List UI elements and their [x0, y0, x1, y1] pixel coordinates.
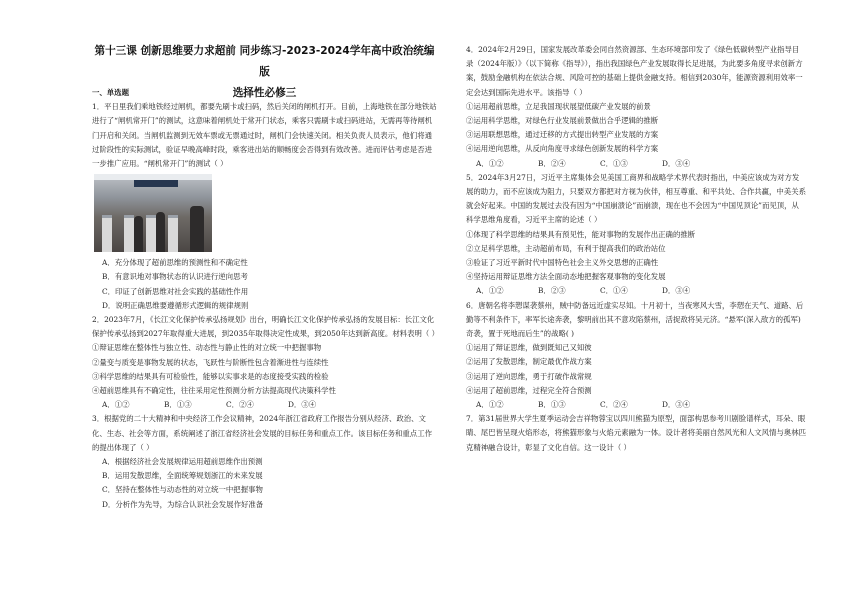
choice-b: B．①③: [538, 400, 566, 410]
question-3-option-d: D．分析作为先导，为综合认识社会发展作好准备: [102, 499, 264, 509]
question-4-statement-2: ②运用科学思维，对绿色行业发展前景做出合乎逻辑的推断: [466, 116, 659, 126]
question-6-statement-3: ③运用了逆向思维，勇于打破作战常规: [466, 371, 592, 381]
question-7-text: 7．第31届世界大学生夏季运动会吉祥物蓉宝以四川熊猫为原型，面部构思参考川剧脸谱样式，耳朵、眼睛、尾巴皆呈现火焰形态，将熊猫形象与火焰元素融为一体。设计者将美丽自然风光和人文风情与奥林匹克精神融合设计，彰显了文化自信。这一设计（ ）: [466, 414, 806, 452]
choice-a: A．①②: [476, 286, 504, 296]
title-line-2: 选择性必修三: [232, 87, 297, 99]
right-column: [466, 43, 806, 455]
question-2-choices: [92, 398, 437, 412]
question-5-text: 5．2024年3月27日，习近平主席集体会见美国工商界和战略学术界代表时指出，中美应该成为对方发展的助力，而不应该成为阻力，只要双方都把对方视为伙伴，相互尊重、和平共处、合作共赢，中美关系就会好起来。中国的发展过去没有因为“中国崩溃论”而崩溃，现在也不会因为“中国见顶论”而见顶，从科学思维角度看，习近平主席的论述（ ）: [466, 172, 806, 225]
question-2-text: 2．2023年7月，《长江文化保护传承弘扬规划》出台，明确长江文化保护传承弘扬的发展目标：长江文化保护传承弘扬到2027年取得重大进展，到2035年取得决定性成果，到2050年达到新高度。材料表明（ ）: [92, 315, 440, 339]
question-5-statement-1: ①体现了科学思维的结果具有预见性，能对事物的发展作出正确的推断: [466, 229, 696, 239]
question-4-choices: [466, 157, 806, 171]
choice-d: D．③④: [288, 400, 317, 410]
question-2-statement-4: ④超前思维具有不确定性，往往采用定性预测分析方法提高现代决策科学性: [92, 386, 336, 396]
question-3-text: 3．根据党的二十大精神和中央经济工作会议精神，2024年浙江省政府工作报告分别从经济、政治、文化、生态、社会等方面，系统阐述了浙江省经济社会发展的目标任务和重点工作。该目标任务和重点工作的提出体现了（ ）: [92, 414, 432, 452]
question-2-statement-1: ①辩证思维在整体性与独立性、动态性与静止性的对立统一中把握事物: [92, 343, 322, 353]
question-1-text: 1．平日里我们乘地铁经过闸机，都要先刷卡或扫码，然后关闭的闸机打开。目前，上海地铁在部分地铁站进行了“闸机常开门”的测试，这意味着闸机处于常开门状态，乘客只需刷卡或扫码进站，无需再等待闸机门开启和关闭。当闸机监测到无效车票或无票通过时，闸机门会快速关闭。相关负责人员表示，他们将通过阶段性的实际测试，验证早晚高峰时段，乘客进出站的顺畅度会否得到有效改善。进而评估考虑是否进一步推广应用。“闸机常开门”的测试（ ）: [92, 102, 437, 169]
question-2-statement-3: ③科学思维的结果具有可检验性，能够以实事求是的态度接受实践的检验: [92, 371, 329, 381]
question-4-statement-3: ③运用联想思维，通过迁移的方式提出转型产业发展的方案: [466, 130, 659, 140]
question-1-option-c: C．印证了创新思维对社会实践的基础性作用: [102, 286, 249, 296]
question-4-statement-1: ①运用超前思维，立足我国现状展望低碳产业发展的前景: [466, 101, 651, 111]
choice-d: D．③④: [662, 286, 691, 296]
question-6-choices: [466, 398, 806, 412]
question-3-option-a: A．根据经济社会发展规律运用超前思维作出预测: [102, 457, 263, 467]
question-6-text: 6．唐朝名将李愬谋袭蔡州，贼中防备远近虚实尽知。十月初十，当夜寒风大雪，李愬在天气、道路、后勤等不利条件下，率军长途奔袭，黎明前出其不意攻陷蔡州，活捉敌将吴元济。“悬军(深入敌方的孤军)奇袭，置于死地而后生”的战略( ): [466, 300, 804, 339]
choice-d: D．③④: [662, 158, 691, 168]
choice-b: B．②③: [538, 286, 566, 296]
question-4-text: 4．2024年2月29日，国家发展改革委会同自然资源部、生态环境部印发了《绿色低碳转型产业指导目录（2024年版）》（以下简称《指导》），指出我国绿色产业发展取得长足进展，为此要多角度寻求创新方案，鼓励金融机构在依法合规、风险可控的基础上提供金融支持。相信到2030年，能源资源利用效率一定会达到国际先进水平。该指导（ ）: [466, 45, 803, 97]
choice-a: A．①②: [102, 400, 130, 410]
question-3-option-b: B．运用发散思维，全面统筹规划浙江的未来发展: [102, 471, 263, 481]
choice-a: A．①②: [476, 400, 504, 410]
question-5-statement-4: ④坚持运用辩证思维方法全面动态地把握客观事物的变化发展: [466, 272, 666, 282]
left-column: [92, 84, 440, 512]
question-3-option-c: C．坚持在整体性与动态性的对立统一中把握事物: [102, 485, 263, 495]
choice-a: A．①②: [476, 158, 504, 168]
question-1-option-a: A．充分体现了超前思维的预测性和不确定性: [102, 258, 248, 268]
choice-c: C．②④: [600, 400, 628, 410]
question-2-statement-2: ②量变与质变是事物发展的状态，飞跃性与阶断性包含着渐进性与连续性: [92, 357, 329, 367]
question-5-statement-3: ③验证了习近平新时代中国特色社会主义外交思想的正确性: [466, 258, 659, 268]
question-6-statement-4: ④运用了超前思维，过程完全符合预测: [466, 385, 592, 395]
choice-b: B．①③: [164, 400, 192, 410]
question-5-choices: [466, 284, 806, 298]
choice-c: C．①③: [600, 158, 628, 168]
question-6-statement-1: ①运用了辩证思维，做到既知己又知彼: [466, 343, 592, 353]
title-line-1: 第十三课 创新思维要力求超前 同步练习-2023-2024学年高中政治统编版: [94, 45, 435, 78]
question-4-statement-4: ④运用逆向思维，从反向角度寻求绿色创新发展的科学方案: [466, 144, 659, 154]
question-1-option-b: B．有意识地对事物状态的认识进行逆向思考: [102, 272, 248, 282]
question-6-statement-2: ②运用了发散思维，制定最优作战方案: [466, 357, 592, 367]
question-1-option-d: D．说明正确思维要遵循形式逻辑的规律规则: [102, 300, 249, 310]
question-5-statement-2: ②立足科学思维，主动超前布局，有利于提高我们的政治站位: [466, 243, 666, 253]
subway-gate-photo: [94, 174, 212, 252]
choice-b: B．②④: [538, 158, 566, 168]
section-heading: 一、单选题: [92, 88, 129, 97]
choice-d: D．③④: [662, 400, 691, 410]
choice-c: C．②④: [226, 400, 254, 410]
choice-c: C．①④: [600, 286, 628, 296]
